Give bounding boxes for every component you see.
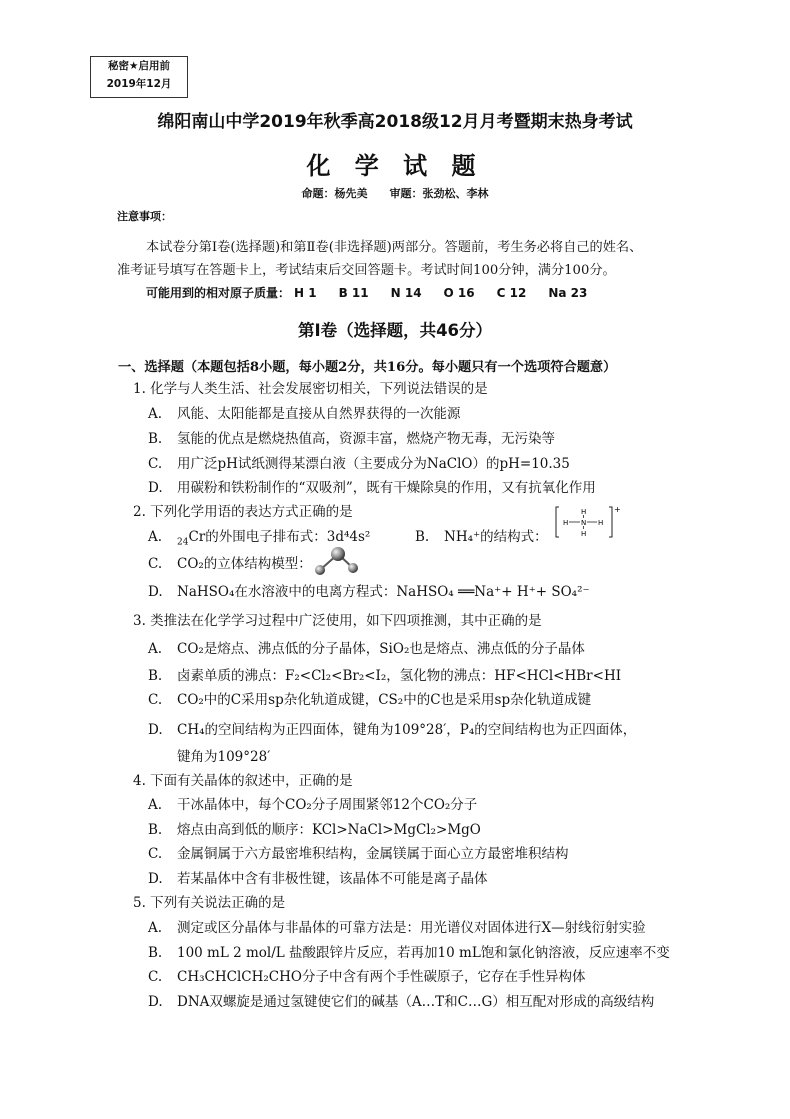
question-4-option-c: C. 金属铜属于六方最密堆积结构，金属镁属于面心立方最密堆积结构 [148,846,569,862]
mass-h: H 1 [294,286,317,300]
question-3-option-c: C. CO₂中的C采用sp杂化轨道成键，CS₂中的C也是采用sp杂化轨道成键 [148,692,592,708]
nh4-h-left: H [563,519,569,527]
question-2-option-a: A. $_{24}$Cr的外围电子排布式：3d⁴4s² [148,529,371,548]
question-2-option-d: D. NaHSO₄在水溶液中的电离方程式：NaHSO₄ ══Na⁺+ H⁺+ SO₄²⁻ [148,584,590,600]
exam-date: 2019年12月 [106,78,172,90]
section-title: 一、选择题（本题包括8小题，每小题2分，共16分。每小题只有一个选项符合题意） [118,360,617,375]
question-3-option-d: D. CH₄的空间结构为正四面体，键角为109°28′，P₄的空间结构也为正四面体， [148,722,637,738]
co2-model-icon [312,546,360,576]
mass-n: N 14 [390,286,422,300]
question-1-stem: 1. 化学与人类生活、社会发展密切相关，下列说法错误的是 [133,381,488,397]
question-5-option-d: D. DNA双螺旋是通过氢键使它们的碱基（A…T和C…G）相互配对形成的高级结构 [148,994,655,1010]
question-1-option-a: A. 风能、太阳能都是直接从自然界获得的一次能源 [148,406,461,422]
question-5-option-b: B. 100 mL 2 mol/L 盐酸跟锌片反应，若再加10 mL饱和氯化钠溶液，反应速率不变 [148,945,670,961]
question-4-option-a: A. 干冰晶体中，每个CO₂分子周围紧邻12个CO₂分子 [148,797,478,813]
mass-na: Na 23 [548,286,588,300]
question-3-option-d-continued: 键角为109°28′ [177,749,271,765]
question-3-option-b: B. 卤素单质的沸点：F₂<Cl₂<Br₂<I₂，氢化物的沸点：HF<HCl<HBr<HI [148,668,622,684]
confidential-label: 秘密★启用前 [108,60,170,72]
question-1-option-c: C. 用广泛pH试纸测得某漂白液（主要成分为NaClO）的pH=10.35 [148,456,570,472]
question-4-stem: 4. 下面有关晶体的叙述中，正确的是 [133,773,353,789]
volume-title: 第Ⅰ卷（选择题，共46分） [297,321,493,340]
atomic-masses [146,284,609,301]
nh4-h-top: H [581,508,587,516]
question-5-stem: 5. 下列有关说法正确的是 [133,895,286,911]
question-2-option-b: B. NH₄⁺的结构式： [415,529,548,545]
question-2-option-c: C. CO₂的立体结构模型： [148,556,312,572]
question-5-option-a: A. 测定或区分晶体与非晶体的可靠方法是：用光谱仪对固体进行X—射线衍射实验 [148,920,646,936]
nh4-structure-icon [554,505,620,539]
confidential-box [90,56,188,98]
question-1-option-b: B. 氢能的优点是燃烧热值高，资源丰富，燃烧产物无毒，无污染等 [148,431,555,447]
mass-o: O 16 [443,286,475,300]
question-5-option-c: C. CH₃CHClCH₂CHO分子中含有两个手性碳原子，它存在手性异构体 [148,969,586,985]
masses-label: 可能用到的相对原子质量： [146,286,291,300]
nh4-charge: + [614,505,621,514]
question-3-stem: 3. 类推法在化学学习过程中广泛使用，如下四项推测，其中正确的是 [133,613,542,629]
mass-b: B 11 [338,286,369,300]
question-3-option-a: A. CO₂是熔点、沸点低的分子晶体，SiO₂也是熔点、沸点低的分子晶体 [148,641,585,657]
authors-line: 命题：杨先美 审题：张劲松、李林 [301,187,489,200]
question-4-option-d: D. 若某晶体中含有非极性键，该晶体不可能是离子晶体 [148,871,488,887]
nh4-h-right: H [598,519,604,527]
notes-line-1: 本试卷分第Ⅰ卷(选择题)和第Ⅱ卷(非选择题)两部分。答题前，考生务必将自己的姓名、 [146,240,643,255]
school-exam-title: 绵阳南山中学2019年秋季高2018级12月月考暨期末热身考试 [157,112,633,132]
subject-title: 化 学 试 题 [306,152,484,180]
question-2-stem: 2. 下列化学用语的表达方式正确的是 [133,504,353,520]
nh4-n-center: N [581,519,587,527]
mass-c: C 12 [496,286,527,300]
question-1-option-d: D. 用碳粉和铁粉制作的“双吸剂”，既有干燥除臭的作用，又有抗氧化作用 [148,480,596,496]
question-4-option-b: B. 熔点由高到低的顺序：KCl>NaCl>MgCl₂>MgO [148,822,481,838]
notes-title: 注意事项： [117,210,172,223]
notes-line-2: 准考证号填写在答题卡上，考试结束后交回答题卡。考试时间100分钟，满分100分。 [117,263,616,278]
nh4-h-bottom: H [581,530,587,538]
